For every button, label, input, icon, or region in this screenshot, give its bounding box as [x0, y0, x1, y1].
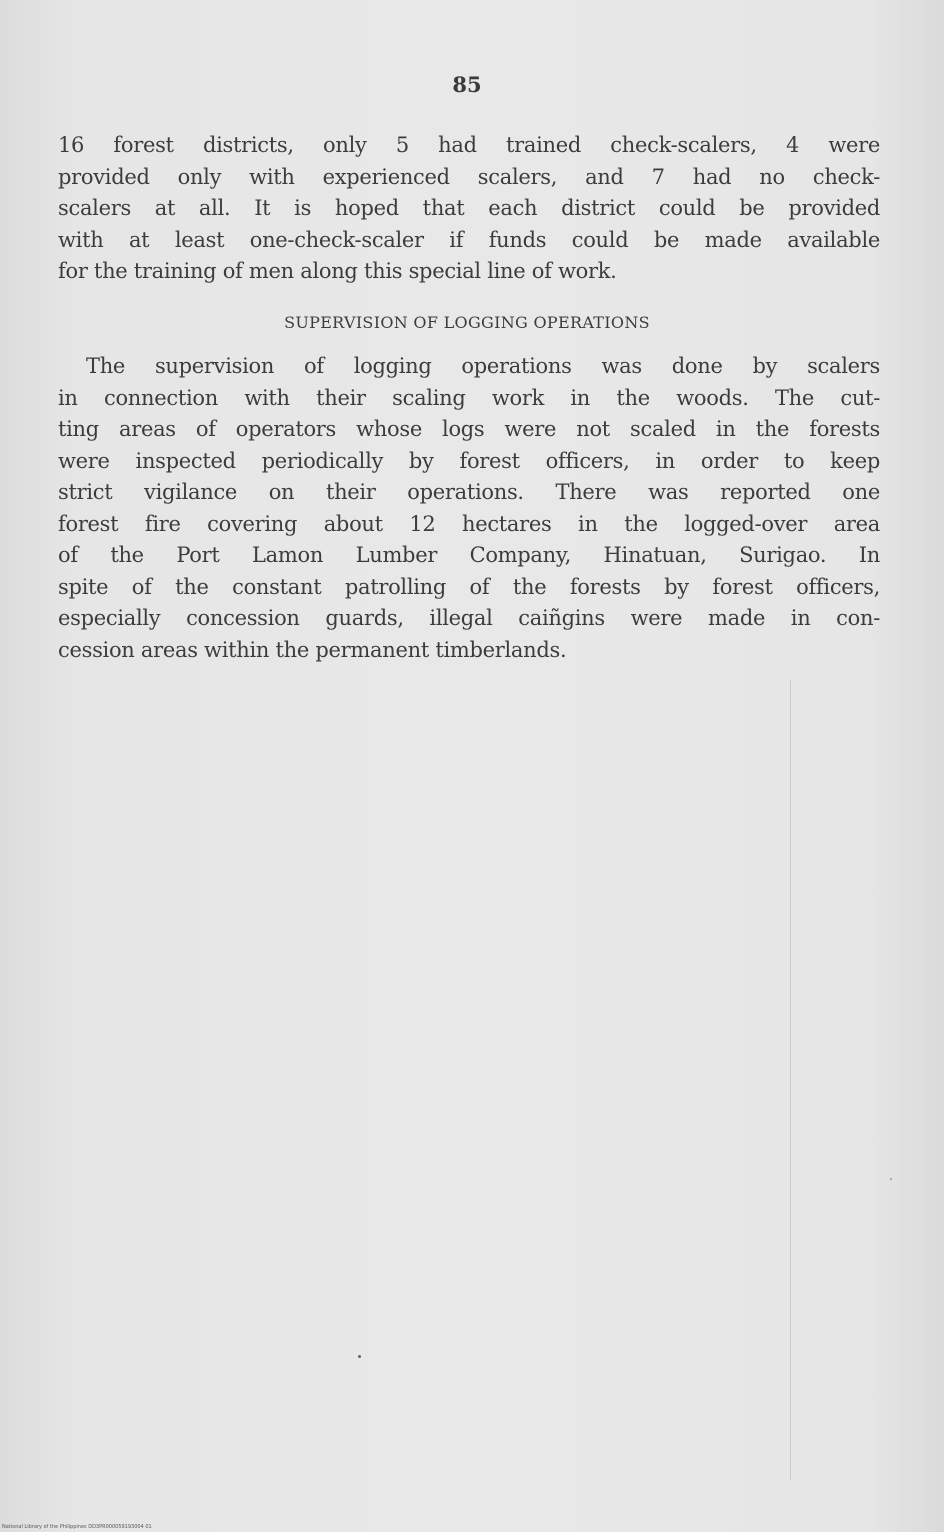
text-line: ting areas of operators whose logs were not scaled in the forests	[58, 417, 880, 441]
text-line: especially concession guards, illegal caiñgins were made in con-	[58, 606, 880, 630]
scan-artifact-line	[790, 680, 791, 1480]
text-line: with at least one-check-scaler if funds could be made available	[58, 227, 880, 252]
paragraph-supervision	[58, 351, 880, 666]
text-line: scalers at all. It is hoped that each district could be provided	[58, 196, 880, 220]
text-line: cession areas within the permanent timberlands.	[58, 637, 567, 662]
section-heading: SUPERVISION OF LOGGING OPERATIONS	[284, 313, 650, 332]
text-line: in connection with their scaling work in the woods. The cut-	[58, 385, 880, 410]
text-line: for the training of men along this special line of work.	[58, 259, 617, 283]
library-footer: National Library of the Philippines DD3PR000059193004 01	[2, 1524, 152, 1530]
text-line: 16 forest districts, only 5 had trained check-scalers, 4 were	[58, 133, 880, 157]
scan-artifact-dot	[890, 1178, 892, 1180]
scan-artifact-dot	[358, 1355, 361, 1358]
page-number: 85	[452, 72, 482, 97]
text-line: forest fire covering about 12 hectares in the logged-over area	[58, 511, 880, 536]
text-line: were inspected periodically by forest officers, in order to keep	[58, 448, 880, 473]
text-line: provided only with experienced scalers, and 7 had no check-	[58, 164, 880, 189]
text-line: strict vigilance on their operations. There was reported one	[58, 480, 880, 504]
text-line: The supervision of logging operations was done by scalers	[86, 354, 880, 378]
paragraph-continuation	[58, 130, 880, 288]
text-line: of the Port Lamon Lumber Company, Hinatuan, Surigao. In	[58, 543, 880, 567]
text-line: spite of the constant patrolling of the forests by forest officers,	[58, 574, 880, 599]
